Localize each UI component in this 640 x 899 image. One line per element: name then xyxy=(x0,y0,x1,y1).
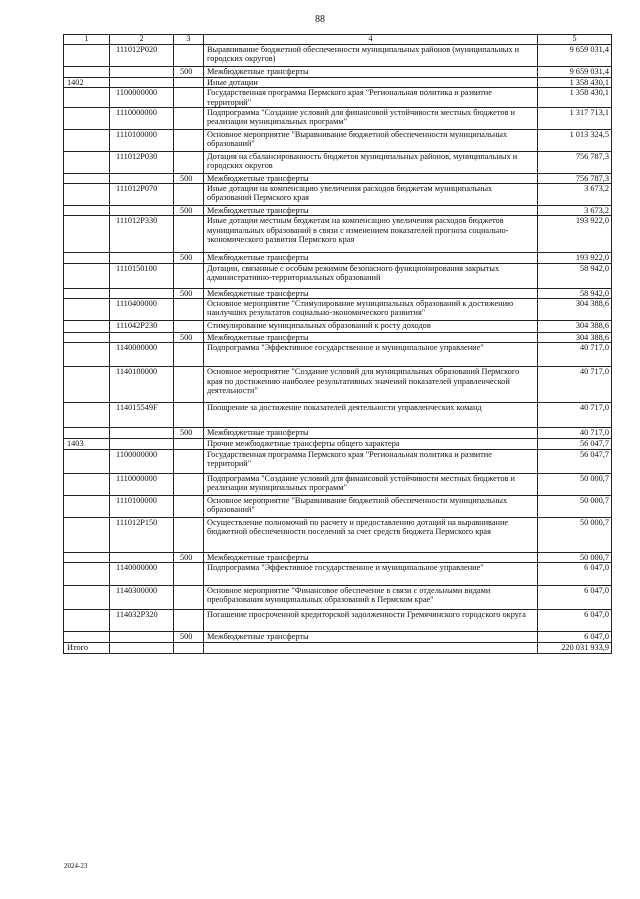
table-row xyxy=(64,562,612,585)
section-code-cell: 1402 xyxy=(64,78,110,88)
target-article-cell: 1110400000 xyxy=(110,298,174,320)
expense-type-cell xyxy=(174,609,204,631)
amount-cell: 3 673,2 xyxy=(538,206,612,216)
target-article-cell xyxy=(110,253,174,263)
expense-type-cell xyxy=(174,107,204,129)
target-article-cell xyxy=(110,173,174,183)
target-article-cell xyxy=(110,631,174,642)
amount-cell: 56 047,7 xyxy=(538,439,612,449)
target-article-cell xyxy=(110,642,174,653)
target-article-cell xyxy=(110,428,174,439)
table-row xyxy=(64,298,612,320)
description-cell: Погашение просроченной кредиторской задолженности Гремячинского городского округа xyxy=(204,609,538,631)
amount-cell: 6 047,0 xyxy=(538,609,612,631)
amount-cell: 1 358 430,1 xyxy=(538,78,612,88)
description-cell: Межбюджетные трансферты xyxy=(204,206,538,216)
expense-type-cell: 500 xyxy=(174,67,204,78)
table-row xyxy=(64,517,612,552)
expense-type-cell xyxy=(174,473,204,495)
target-article-cell xyxy=(110,206,174,216)
target-article-cell: 114032Р320 xyxy=(110,609,174,631)
expense-type-cell: 500 xyxy=(174,631,204,642)
section-code-cell xyxy=(64,517,110,552)
table-row xyxy=(64,184,612,206)
target-article-cell: 1140100000 xyxy=(110,367,174,403)
amount-cell: 1 013 324,5 xyxy=(538,129,612,151)
expense-type-cell xyxy=(174,88,204,108)
section-code-cell xyxy=(64,151,110,173)
description-cell: Межбюджетные трансферты xyxy=(204,288,538,298)
description-cell: Выравнивание бюджетной обеспеченности муниципальных районов (муниципальных и городских округов) xyxy=(204,45,538,67)
target-article-cell: 111012Р070 xyxy=(110,184,174,206)
section-code-cell xyxy=(64,253,110,263)
description-cell: Межбюджетные трансферты xyxy=(204,67,538,78)
target-article-cell: 1100000000 xyxy=(110,449,174,473)
expense-type-cell xyxy=(174,320,204,332)
amount-cell: 3 673,2 xyxy=(538,184,612,206)
section-code-cell: Итого xyxy=(64,642,110,653)
amount-cell: 1 358 430,1 xyxy=(538,88,612,108)
amount-cell: 40 717,0 xyxy=(538,367,612,403)
section-code-cell xyxy=(64,67,110,78)
table-row xyxy=(64,495,612,517)
description-cell: Подпрограмма "Создание условий для финансовой устойчивости местных бюджетов и реализации муниципальных программ" xyxy=(204,107,538,129)
expense-type-cell xyxy=(174,585,204,609)
description-cell: Межбюджетные трансферты xyxy=(204,631,538,642)
target-article-cell: 1110100000 xyxy=(110,495,174,517)
expense-type-cell xyxy=(174,367,204,403)
target-article-cell: 111012Р330 xyxy=(110,216,174,253)
amount-cell: 40 717,0 xyxy=(538,428,612,439)
table-row xyxy=(64,552,612,562)
table-row xyxy=(64,173,612,183)
section-code-cell: 1403 xyxy=(64,439,110,449)
target-article-cell: 1140000000 xyxy=(110,343,174,367)
table-row xyxy=(64,206,612,216)
expense-type-cell: 500 xyxy=(174,288,204,298)
section-code-cell xyxy=(64,88,110,108)
table-row xyxy=(64,78,612,88)
description-cell: Иные дотации xyxy=(204,78,538,88)
expense-type-cell xyxy=(174,263,204,288)
target-article-cell xyxy=(110,67,174,78)
table-row xyxy=(64,449,612,473)
description-cell: Иные дотации на компенсацию увеличения расходов бюджетам муниципальных образований Пермского края xyxy=(204,184,538,206)
table-row xyxy=(64,332,612,342)
target-article-cell xyxy=(110,288,174,298)
description-cell: Межбюджетные трансферты xyxy=(204,173,538,183)
section-code-cell xyxy=(64,428,110,439)
table-body xyxy=(64,45,612,654)
table-row xyxy=(64,367,612,403)
table-row xyxy=(64,403,612,428)
expense-type-cell xyxy=(174,403,204,428)
table-row xyxy=(64,609,612,631)
expense-type-cell xyxy=(174,642,204,653)
section-code-cell xyxy=(64,206,110,216)
expense-type-cell xyxy=(174,78,204,88)
header-col-2: 2 xyxy=(110,35,174,45)
description-cell: Государственная программа Пермского края "Региональная политика и развитие территорий" xyxy=(204,88,538,108)
section-code-cell xyxy=(64,403,110,428)
header-col-3: 3 xyxy=(174,35,204,45)
expense-type-cell: 500 xyxy=(174,253,204,263)
expense-type-cell: 500 xyxy=(174,173,204,183)
description-cell: Основное мероприятие "Выравнивание бюджетной обеспеченности муниципальных образований" xyxy=(204,495,538,517)
amount-cell: 50 000,7 xyxy=(538,552,612,562)
description-cell xyxy=(204,642,538,653)
target-article-cell: 1110150100 xyxy=(110,263,174,288)
target-article-cell: 111012Р150 xyxy=(110,517,174,552)
expense-type-cell xyxy=(174,151,204,173)
amount-cell: 58 942,0 xyxy=(538,263,612,288)
amount-cell: 304 388,6 xyxy=(538,298,612,320)
expense-type-cell xyxy=(174,517,204,552)
description-cell: Межбюджетные трансферты xyxy=(204,428,538,439)
section-code-cell xyxy=(64,263,110,288)
amount-cell: 40 717,0 xyxy=(538,343,612,367)
table-row xyxy=(64,642,612,653)
expense-type-cell xyxy=(174,184,204,206)
target-article-cell xyxy=(110,439,174,449)
amount-cell: 1 317 713,1 xyxy=(538,107,612,129)
table-row xyxy=(64,107,612,129)
amount-cell: 6 047,0 xyxy=(538,631,612,642)
description-cell: Прочие межбюджетные трансферты общего характера xyxy=(204,439,538,449)
expense-type-cell xyxy=(174,45,204,67)
table-row xyxy=(64,343,612,367)
description-cell: Государственная программа Пермского края "Региональная политика и развитие территорий" xyxy=(204,449,538,473)
header-col-1: 1 xyxy=(64,35,110,45)
table-row xyxy=(64,473,612,495)
target-article-cell xyxy=(110,78,174,88)
budget-expenditure-table xyxy=(63,34,612,654)
section-code-cell xyxy=(64,562,110,585)
expense-type-cell xyxy=(174,449,204,473)
description-cell: Межбюджетные трансферты xyxy=(204,552,538,562)
description-cell: Подпрограмма "Эффективное государственное и муниципальное управление" xyxy=(204,343,538,367)
table-row xyxy=(64,253,612,263)
target-article-cell: 1110000000 xyxy=(110,107,174,129)
page-number: 88 xyxy=(315,14,325,25)
section-code-cell xyxy=(64,320,110,332)
section-code-cell xyxy=(64,449,110,473)
expense-type-cell: 500 xyxy=(174,552,204,562)
section-code-cell xyxy=(64,216,110,253)
section-code-cell xyxy=(64,473,110,495)
table-row xyxy=(64,45,612,67)
expense-type-cell xyxy=(174,298,204,320)
target-article-cell xyxy=(110,332,174,342)
table-row xyxy=(64,67,612,78)
target-article-cell: 111012Р020 xyxy=(110,45,174,67)
target-article-cell: 1110100000 xyxy=(110,129,174,151)
expense-type-cell: 500 xyxy=(174,332,204,342)
amount-cell: 220 031 933,9 xyxy=(538,642,612,653)
section-code-cell xyxy=(64,184,110,206)
section-code-cell xyxy=(64,495,110,517)
target-article-cell xyxy=(110,552,174,562)
description-cell: Межбюджетные трансферты xyxy=(204,253,538,263)
table-row xyxy=(64,88,612,108)
expense-type-cell xyxy=(174,439,204,449)
section-code-cell xyxy=(64,631,110,642)
description-cell: Стимулирование муниципальных образований к росту доходов xyxy=(204,320,538,332)
table-row xyxy=(64,428,612,439)
target-article-cell: 1140000000 xyxy=(110,562,174,585)
target-article-cell: 111042Р230 xyxy=(110,320,174,332)
amount-cell: 9 659 031,4 xyxy=(538,67,612,78)
expense-type-cell: 500 xyxy=(174,206,204,216)
amount-cell: 304 388,6 xyxy=(538,320,612,332)
amount-cell: 6 047,0 xyxy=(538,585,612,609)
amount-cell: 756 787,3 xyxy=(538,151,612,173)
table-row xyxy=(64,216,612,253)
header-col-5: 5 xyxy=(538,35,612,45)
section-code-cell xyxy=(64,609,110,631)
description-cell: Иные дотации местным бюджетам на компенсацию увеличения расходов бюджетов муниципальных образований в связи с изменением показателей прогноза социально-экономического развития Пермского края xyxy=(204,216,538,253)
table-header-row xyxy=(64,35,612,45)
description-cell: Основное мероприятие "Выравнивание бюджетной обеспеченности муниципальных образований" xyxy=(204,129,538,151)
table-row xyxy=(64,263,612,288)
amount-cell: 50 000,7 xyxy=(538,495,612,517)
section-code-cell xyxy=(64,288,110,298)
table-row xyxy=(64,151,612,173)
description-cell: Дотации, связанные с особым режимом безопасного функционирования закрытых административно-территориальных образований xyxy=(204,263,538,288)
expense-type-cell xyxy=(174,343,204,367)
expense-type-cell xyxy=(174,216,204,253)
table-row xyxy=(64,288,612,298)
description-cell: Осуществление полномочий по расчету и предоставлению дотаций на выравнивание бюджетной обеспеченности поселений за счет средств бюджета Пермского края xyxy=(204,517,538,552)
section-code-cell xyxy=(64,585,110,609)
amount-cell: 40 717,0 xyxy=(538,403,612,428)
section-code-cell xyxy=(64,45,110,67)
amount-cell: 50 000,7 xyxy=(538,473,612,495)
description-cell: Основное мероприятие "Финансовое обеспечение в связи с отдельными видами преобразования муниципальных образований в Пермском крае" xyxy=(204,585,538,609)
amount-cell: 193 922,0 xyxy=(538,253,612,263)
amount-cell: 6 047,0 xyxy=(538,562,612,585)
section-code-cell xyxy=(64,129,110,151)
description-cell: Подпрограмма "Эффективное государственное и муниципальное управление" xyxy=(204,562,538,585)
description-cell: Межбюджетные трансферты xyxy=(204,332,538,342)
section-code-cell xyxy=(64,367,110,403)
section-code-cell xyxy=(64,552,110,562)
target-article-cell: 111012Р030 xyxy=(110,151,174,173)
section-code-cell xyxy=(64,343,110,367)
section-code-cell xyxy=(64,173,110,183)
amount-cell: 193 922,0 xyxy=(538,216,612,253)
description-cell: Дотация на сбалансированность бюджетов муниципальных районов, муниципальных и городских округов xyxy=(204,151,538,173)
header-col-4: 4 xyxy=(204,35,538,45)
description-cell: Основное мероприятие "Стимулирование муниципальных образований к достижению наилучших результатов социально-экономического развития" xyxy=(204,298,538,320)
amount-cell: 756 787,3 xyxy=(538,173,612,183)
amount-cell: 50 000,7 xyxy=(538,517,612,552)
table-row xyxy=(64,129,612,151)
section-code-cell xyxy=(64,298,110,320)
target-article-cell: 1100000000 xyxy=(110,88,174,108)
expense-type-cell xyxy=(174,495,204,517)
expense-type-cell xyxy=(174,562,204,585)
description-cell: Основное мероприятие "Создание условий для муниципальных образований Пермского края по достижению наиболее результативных значений показателей управленческой деятельности" xyxy=(204,367,538,403)
table-row xyxy=(64,585,612,609)
table-row xyxy=(64,439,612,449)
target-article-cell: 1110000000 xyxy=(110,473,174,495)
target-article-cell: 1140300000 xyxy=(110,585,174,609)
description-cell: Поощрение за достижение показателей деятельности управленческих команд xyxy=(204,403,538,428)
footer-code: 2024-23 xyxy=(64,862,88,870)
amount-cell: 304 388,6 xyxy=(538,332,612,342)
expense-type-cell: 500 xyxy=(174,428,204,439)
target-article-cell: 114015549F xyxy=(110,403,174,428)
amount-cell: 56 047,7 xyxy=(538,449,612,473)
amount-cell: 58 942,0 xyxy=(538,288,612,298)
section-code-cell xyxy=(64,332,110,342)
amount-cell: 9 659 031,4 xyxy=(538,45,612,67)
table-row xyxy=(64,320,612,332)
table-row xyxy=(64,631,612,642)
description-cell: Подпрограмма "Создание условий для финансовой устойчивости местных бюджетов и реализации муниципальных программ" xyxy=(204,473,538,495)
section-code-cell xyxy=(64,107,110,129)
expense-type-cell xyxy=(174,129,204,151)
